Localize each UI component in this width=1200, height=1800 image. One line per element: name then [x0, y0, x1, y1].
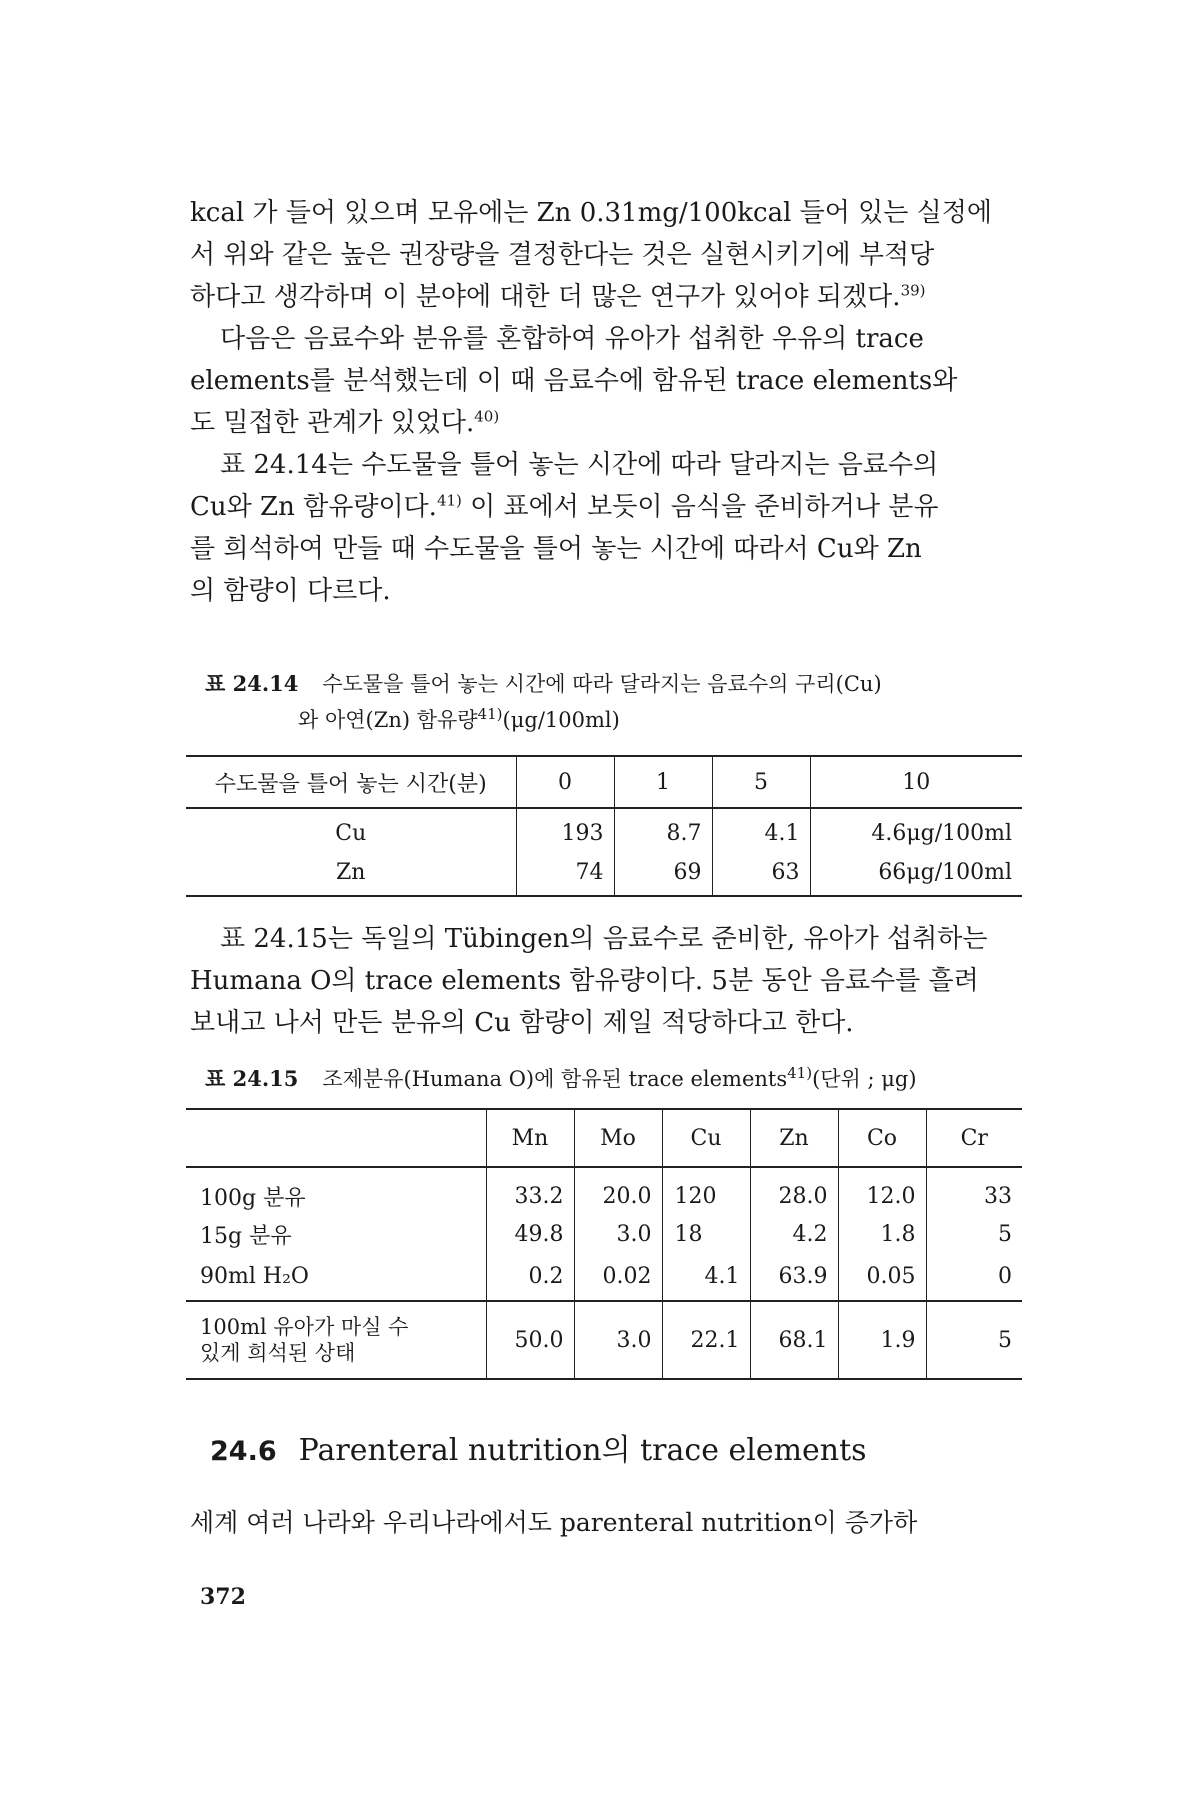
text-line: 다음은 음료수와 분유를 혼합하여 유아가 섭취한 우유의 trace	[220, 324, 924, 354]
table-row	[186, 1215, 1022, 1253]
table1-col-header: 1	[614, 756, 712, 808]
cell: 193	[516, 808, 614, 850]
table-row	[186, 850, 1022, 896]
row-label: Cu	[335, 821, 367, 846]
text-line: 하다고 생각하며 이 분야에 대한 더 많은 연구가 있어야 되겠다.$^{39)}$	[190, 281, 926, 312]
text-line: 도 밀접한 관계가 있었다.$^{40)}$	[190, 407, 500, 438]
cell: 63.9	[750, 1253, 838, 1301]
text-line: 보내고 나서 만든 분유의 Cu 함량이 제일 적당하다고 한다.	[190, 1008, 854, 1038]
table2-caption	[205, 1062, 917, 1096]
table2-col-header: Co	[838, 1109, 926, 1167]
cell: 69	[614, 850, 712, 896]
table1-caption-text: 수도물을 틀어 놓는 시간에 따라 달라지는 음료수의 구리(Cu)	[322, 672, 882, 696]
table-row	[186, 1167, 1022, 1215]
cell: 120	[662, 1167, 750, 1215]
table1-col-header: 0	[516, 756, 614, 808]
summary-label-line: 있게 희석된 상태	[200, 1341, 356, 1365]
footnote-ref: 41)	[477, 705, 503, 723]
text-line: Cu와 Zn 함유량이다.$^{41)}$ 이 표에서 보듯이 음식을 준비하거나 분유	[190, 491, 939, 522]
section-number: 24.6	[210, 1436, 277, 1467]
cell: 4.6μg/100ml	[810, 808, 1022, 850]
cell: 0.02	[574, 1253, 662, 1301]
section-title: Parenteral nutrition의 trace elements	[298, 1433, 867, 1468]
table1-header-label: 수도물을 틀어 놓는 시간(분)	[186, 756, 516, 808]
cell: 22.1	[662, 1301, 750, 1379]
table2-col-header: Cr	[926, 1109, 1022, 1167]
table2-col-header: Mo	[574, 1109, 662, 1167]
footnote-ref: 39)	[900, 281, 926, 300]
summary-label-line: 100ml 유아가 마실 수	[200, 1315, 409, 1339]
footnote-ref: 41)	[787, 1064, 813, 1082]
text-line: 를 희석하여 만들 때 수도물을 틀어 놓는 시간에 따라서 Cu와 Zn	[190, 534, 922, 564]
text-line: 의 함량이 다르다.	[190, 576, 391, 606]
cell: 4.2	[750, 1215, 838, 1253]
cell: 33	[926, 1167, 1022, 1215]
cell: 68.1	[750, 1301, 838, 1379]
text-line: 표 24.14는 수도물을 틀어 놓는 시간에 따라 달라지는 음료수의	[220, 450, 939, 480]
cell: 50.0	[486, 1301, 574, 1379]
table1-caption-cont	[298, 703, 620, 737]
cell: 0	[926, 1253, 1022, 1301]
intro-paragraph	[190, 192, 1020, 612]
cell: 1.9	[838, 1301, 926, 1379]
table2-trace-elements	[186, 1108, 1022, 1380]
table2-header-row	[186, 1109, 1022, 1167]
row-label: 90ml H₂O	[186, 1253, 486, 1301]
table2-caption-label: 표 24.15	[205, 1066, 299, 1091]
page-number: 372	[200, 1584, 246, 1610]
text-line: kcal 가 들어 있으며 모유에는 Zn 0.31mg/100kcal 들어 있는 실정에	[190, 198, 993, 228]
table1-caption	[205, 667, 882, 701]
cell: 12.0	[838, 1167, 926, 1215]
row-label	[186, 1301, 486, 1379]
text-line: 세계 여러 나라와 우리나라에서도 parenteral nutrition이 증가하	[190, 1508, 918, 1537]
table1-caption-unit: (μg/100ml)	[502, 708, 620, 732]
cell: 20.0	[574, 1167, 662, 1215]
table1-caption-label: 표 24.14	[205, 671, 299, 696]
table1-caption-text2: 와 아연(Zn) 함유량	[298, 708, 478, 732]
table-row	[186, 1253, 1022, 1301]
cell: 3.0	[574, 1215, 662, 1253]
row-label: 15g 분유	[200, 1223, 292, 1249]
cell: 0.05	[838, 1253, 926, 1301]
cell: 1.8	[838, 1215, 926, 1253]
table-summary-row	[186, 1301, 1022, 1379]
cell: 49.8	[486, 1215, 574, 1253]
cell: 28.0	[750, 1167, 838, 1215]
cell: 8.7	[614, 808, 712, 850]
cell: 4.1	[712, 808, 810, 850]
table1-col-header: 5	[712, 756, 810, 808]
text-line: elements를 분석했는데 이 때 음료수에 함유된 trace elements와	[190, 366, 958, 396]
cell: 4.1	[662, 1253, 750, 1301]
cell: 5	[926, 1301, 1022, 1379]
cell: 3.0	[574, 1301, 662, 1379]
cell: 63	[712, 850, 810, 896]
table-row	[186, 808, 1022, 850]
table2-col-header: Zn	[750, 1109, 838, 1167]
table2-col-header: Mn	[486, 1109, 574, 1167]
table2-intro-paragraph	[190, 918, 1020, 1044]
row-label: 100g 분유	[200, 1186, 306, 1211]
table1-copper-zinc	[186, 755, 1022, 897]
table2-caption-text: 조제분유(Humana O)에 함유된 trace elements	[322, 1067, 788, 1091]
text-line: 표 24.15는 독일의 Tübingen의 음료수로 준비한, 유아가 섭취하는	[220, 924, 988, 954]
text-line: Humana O의 trace elements 함유량이다. 5분 동안 음료수를 흘려	[190, 966, 979, 996]
table2-caption-unit: (단위 ; μg)	[812, 1067, 917, 1091]
cell: 66μg/100ml	[810, 850, 1022, 896]
footnote-ref: 41)	[436, 491, 462, 510]
cell: 0.2	[486, 1253, 574, 1301]
cell: 33.2	[486, 1167, 574, 1215]
section-paragraph	[190, 1502, 1020, 1544]
table1-header-row	[186, 756, 1022, 808]
table2-col-header: Cu	[662, 1109, 750, 1167]
table2-corner	[186, 1109, 486, 1167]
cell: 18	[662, 1215, 750, 1253]
cell: 5	[926, 1215, 1022, 1253]
text-line: 서 위와 같은 높은 권장량을 결정한다는 것은 실현시키기에 부적당	[190, 240, 935, 270]
row-label: Zn	[186, 850, 516, 896]
footnote-ref: 40)	[474, 407, 500, 426]
table1-col-header: 10	[810, 756, 1022, 808]
section-heading	[210, 1425, 867, 1469]
cell: 74	[516, 850, 614, 896]
